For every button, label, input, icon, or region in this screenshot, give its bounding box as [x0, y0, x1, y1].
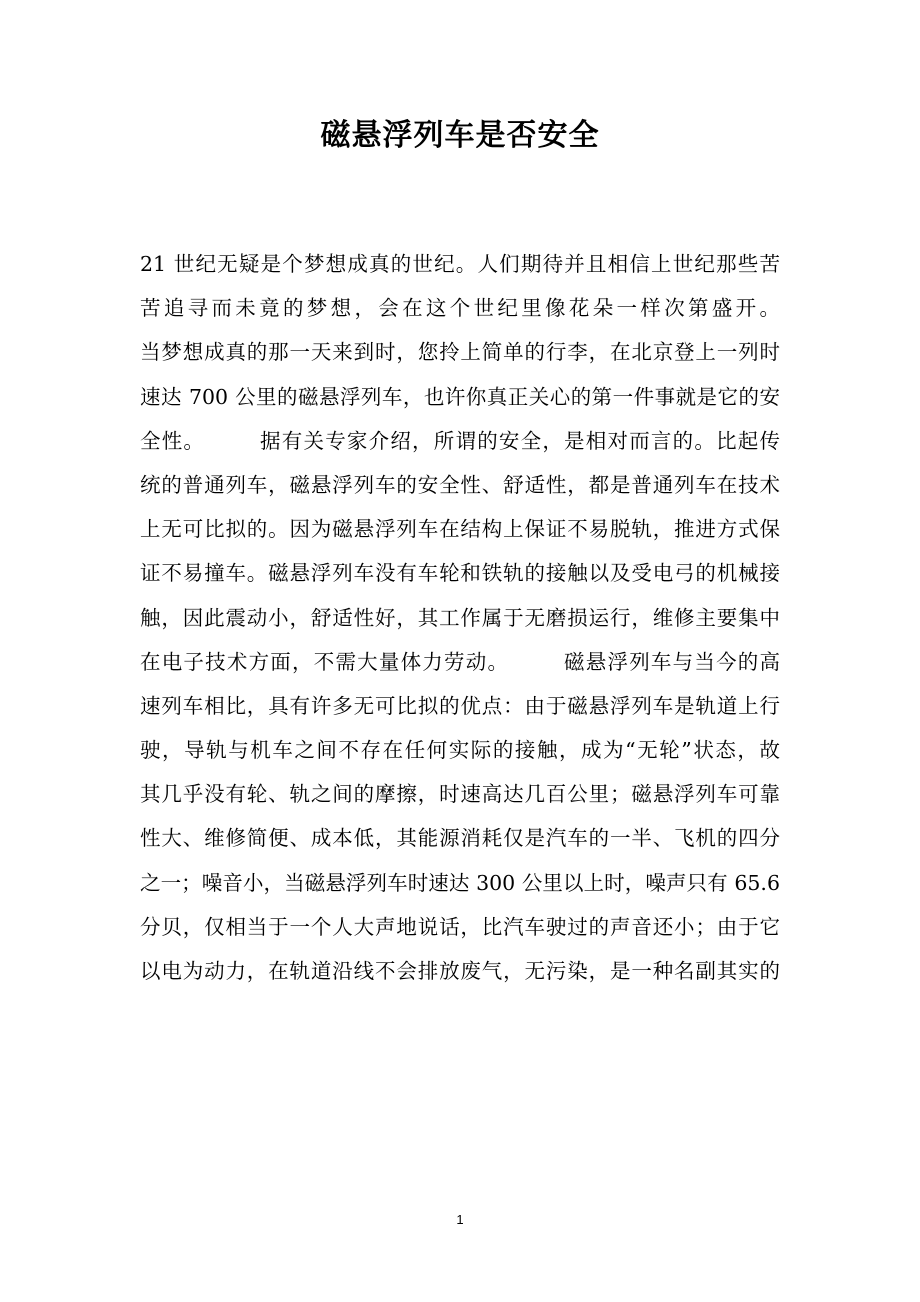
body-line-5: 全性。 据有关专家介绍，所谓的安全，是相对而言的。比起传: [140, 428, 780, 453]
body-line-3: 当梦想成真的那一天来到时，您拎上简单的行李，在北京登上一列时: [140, 340, 780, 365]
body-line-4: 速达 700 公里的磁悬浮列车，也许你真正关心的第一件事就是它的安: [140, 384, 780, 409]
document-title: 磁悬浮列车是否安全: [320, 118, 600, 153]
body-line-10: 在电子技术方面，不需大量体力劳动。 磁悬浮列车与当今的高: [140, 649, 780, 674]
body-line-12: 驶，导轨与机车之间不存在任何实际的接触，成为“无轮”状态，故: [140, 738, 780, 763]
page-number: 1: [456, 1212, 464, 1227]
body-line-1: 21 世纪无疑是个梦想成真的世纪。人们期待并且相信上世纪那些苦: [140, 252, 780, 276]
body-line-8: 证不易撞车。磁悬浮列车没有车轮和铁轨的接触以及受电弓的机械接: [140, 561, 780, 586]
body-line-7: 上无可比拟的。因为磁悬浮列车在结构上保证不易脱轨，推进方式保: [140, 517, 780, 542]
body-line-6: 统的普通列车，磁悬浮列车的安全性、舒适性，都是普通列车在技术: [140, 472, 780, 497]
body-line-13: 其几乎没有轮、轨之间的摩擦，时速高达几百公里；磁悬浮列车可靠: [140, 782, 780, 807]
body-line-9: 触，因此震动小，舒适性好，其工作属于无磨损运行，维修主要集中: [140, 605, 780, 630]
body-paragraph: [140, 242, 780, 993]
body-line-15: 之一；噪音小，当磁悬浮列车时速达 300 公里以上时，噪声只有 65.6: [140, 870, 780, 895]
body-line-16: 分贝，仅相当于一个人大声地说话，比汽车驶过的声音还小；由于它: [140, 914, 780, 939]
body-line-2: 苦追寻而未竟的梦想，会在这个世纪里像花朵一样次第盛开。: [140, 296, 780, 321]
body-line-17: 以电为动力，在轨道沿线不会排放废气，无污染，是一种名副其实的: [140, 959, 780, 983]
body-line-14: 性大、维修简便、成本低，其能源消耗仅是汽车的一半、飞机的四分: [140, 826, 780, 851]
body-line-11: 速列车相比，具有许多无可比拟的优点：由于磁悬浮列车是轨道上行: [140, 693, 780, 718]
